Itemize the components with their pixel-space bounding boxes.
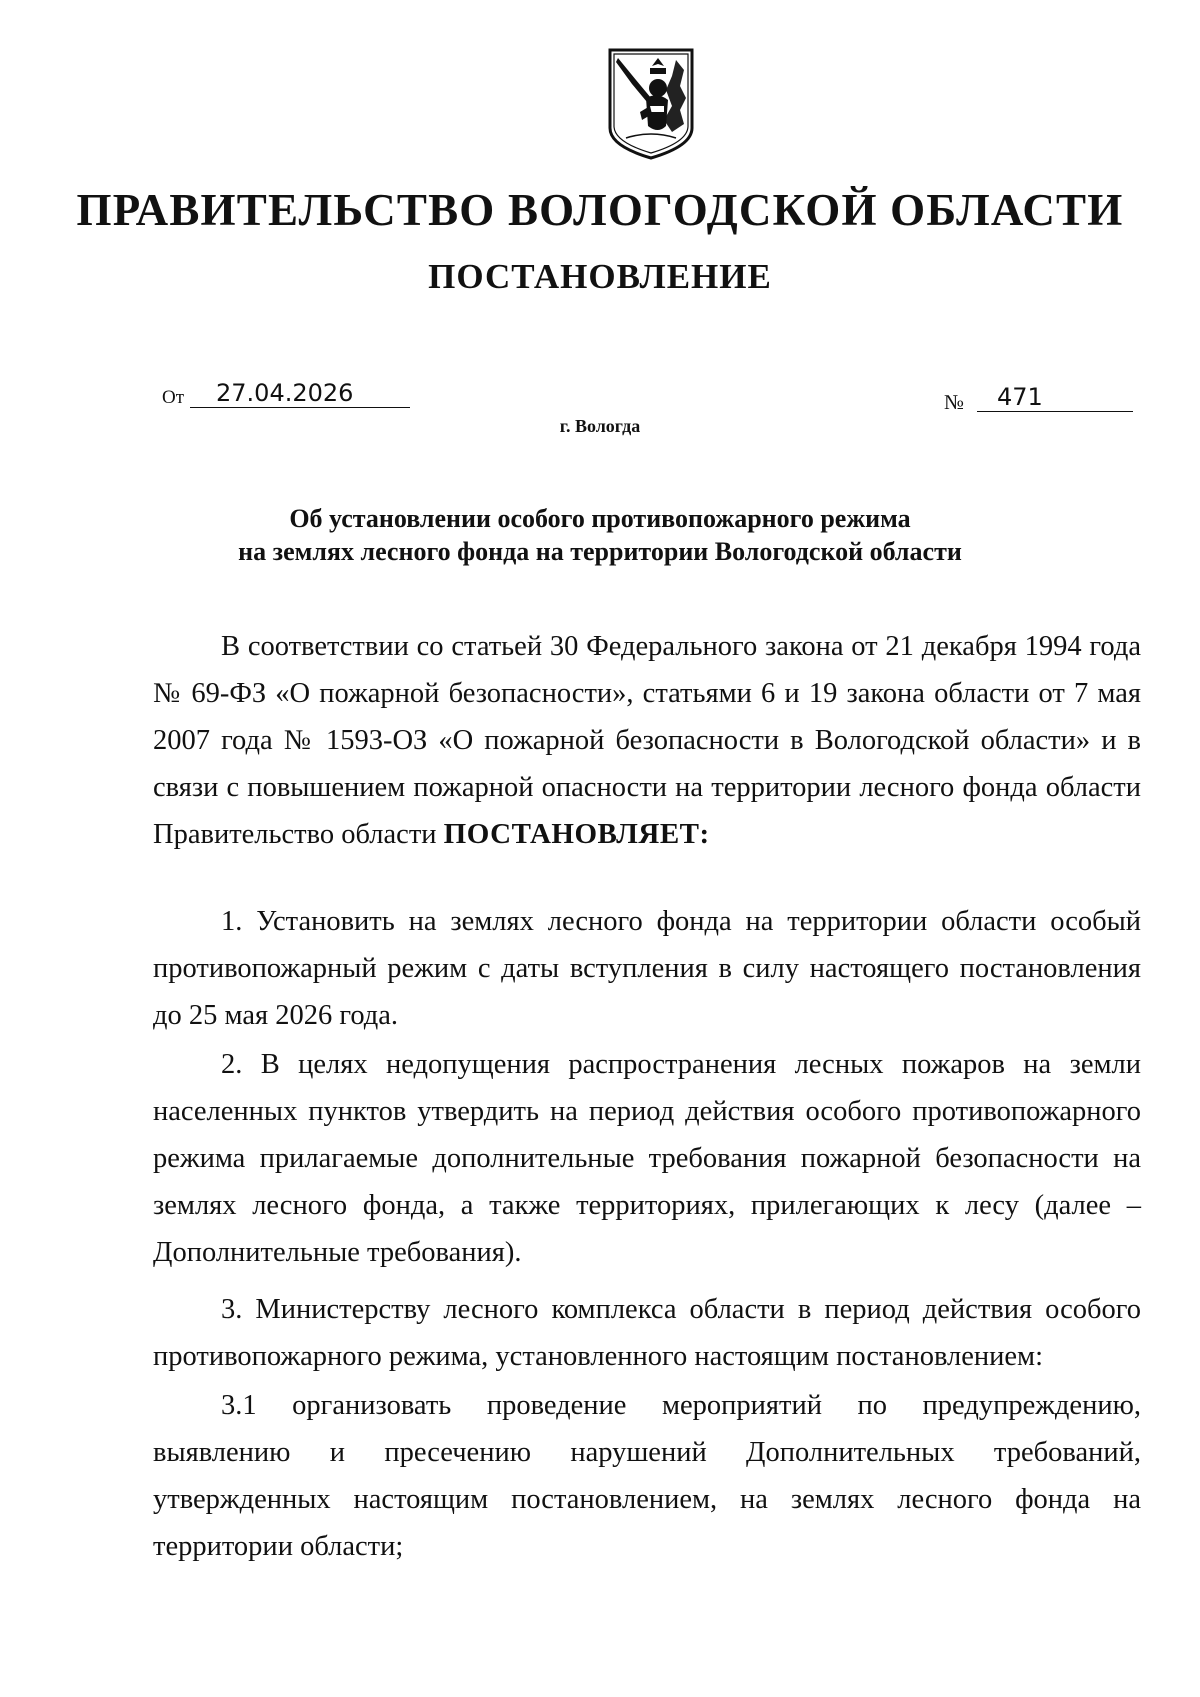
document-number: 471 — [977, 382, 1133, 412]
government-title: ПРАВИТЕЛЬСТВО ВОЛОГОДСКОЙ ОБЛАСТИ — [76, 185, 1124, 235]
item-1-paragraph — [153, 898, 1141, 1039]
document-date: 27.04.2026 — [190, 378, 410, 408]
preamble-paragraph — [153, 623, 1141, 858]
item-2-text: 2. В целях недопущения распространения лесных пожаров на земли населенных пунктов утвердить на период действия особого противопожарного режима прилагаемые дополнительные требования пожарной безопасности на землях лесного фонда, а также территориях, прилегающих к лесу (далее – Дополнительные требования). — [153, 1049, 1141, 1268]
item-2-paragraph — [153, 1041, 1141, 1276]
subject-line-1: Об установлении особого противопожарного режима — [289, 504, 911, 533]
vologda-coat-of-arms-icon — [606, 46, 696, 164]
preamble-text: В соответствии со статьей 30 Федерального закона от 21 декабря 1994 года № 69-ФЗ «О пожарной безопасности», статьями 6 и 19 закона области от 7 мая 2007 года № 1593-ОЗ «О пожарной безопасности в Вологодской области» и в связи с повышением пожарной опасности на территории лесного фонда области Правительство области — [153, 631, 1141, 850]
document-type: ПОСТАНОВЛЕНИЕ — [428, 257, 772, 296]
number-label: № — [944, 390, 965, 414]
item-3-text: 3. Министерству лесного комплекса области в период действия особого противопожарного режима, установленного настоящим постановлением: — [153, 1294, 1141, 1372]
city-name: г. Вологда — [559, 416, 641, 436]
item-3-1-paragraph — [153, 1382, 1141, 1570]
item-3-paragraph — [153, 1286, 1141, 1380]
subject-line-2: на землях лесного фонда на территории Вологодской области — [238, 537, 962, 566]
item-1-text: 1. Установить на землях лесного фонда на территории области особый противопожарный режим с даты вступления в силу настоящего постановления до 25 мая 2026 года. — [153, 906, 1141, 1031]
item-3-1-text: 3.1 организовать проведение мероприятий по предупреждению, выявлению и пресечению нарушений Дополнительных требований, утвержденных настоящим постановлением, на землях лесного фонда на территории области; — [153, 1390, 1141, 1562]
date-label: От — [162, 387, 185, 408]
document-subject — [0, 502, 1200, 568]
decree-word: ПОСТАНОВЛЯЕТ: — [443, 818, 710, 850]
